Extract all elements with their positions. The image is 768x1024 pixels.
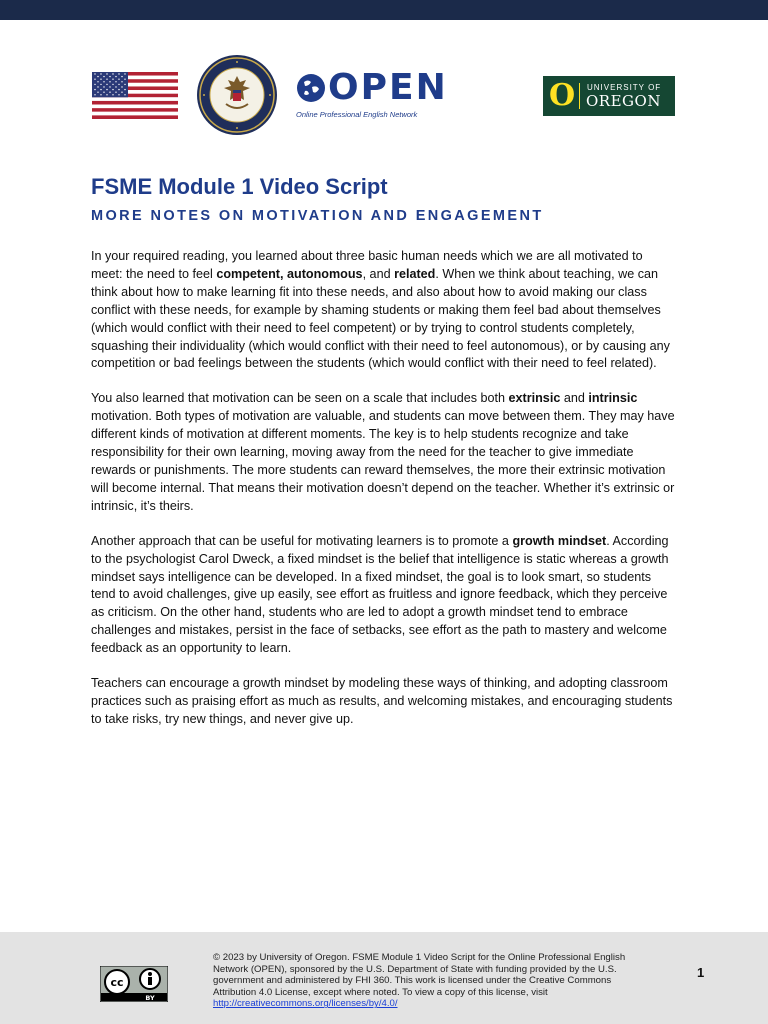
paragraph-2 (91, 390, 677, 515)
open-wordmark: OPEN (328, 67, 448, 108)
bold-term: intrinsic (588, 391, 638, 406)
bold-term: competent, autonomous (216, 266, 363, 281)
page-number: 1 (697, 965, 705, 980)
paragraph-3 (91, 533, 677, 658)
license-link[interactable]: http://creativecommons.org/licenses/by/4.0/ (213, 998, 398, 1010)
top-bar (0, 0, 768, 20)
open-tagline: Online Professional English Network (296, 110, 418, 119)
text-run: , and (362, 266, 395, 281)
license-text: © 2023 by University of Oregon. FSME Module 1 Video Script for the Online Professional English Network (OPEN), sponsored by the U.S. Department of State with funding provided by the U.S. government and administered by FHI 360. This work is licensed under the Creative Commons Attribution 4.0 License, except where noted. To view a copy of this license, visit (213, 952, 626, 998)
paragraph-4: Teachers can encourage a growth mindset by modeling these ways of thinking, and adopting classroom practices such as praising effort as much as results, and welcoming mistakes, and encouraging students to take risks, try new things, and never give up. (91, 676, 673, 726)
document-title: FSME Module 1 Video Script (91, 174, 388, 199)
bold-term: extrinsic (508, 391, 561, 406)
text-run: and (560, 391, 589, 406)
footer (0, 932, 768, 1024)
us-flag-icon (92, 72, 178, 119)
text-run: Another approach that can be useful for motivating learners is to promote a (91, 533, 513, 548)
text-run: . According to the psychologist Carol Dweck, a fixed mindset is the belief that intelligence is static whereas a growth mindset says intelligence can be developed. In a fixed mindset, the goal is to look smart, so students tend to avoid challenges, give up easily, see effort as fruitless and ignore feedback, which they perceive as criticism. On the other hand, students who are led to adopt a growth mindset tend to embrace challenges and mistakes, persist in the face of setbacks, see effort as the path to mastery and welcome feedback as an opportunity to learn. (91, 533, 669, 656)
uo-line2: OREGON (586, 92, 661, 110)
uo-divider (579, 83, 580, 109)
document-subtitle: MORE NOTES ON MOTIVATION AND ENGAGEMENT (91, 208, 544, 224)
state-department-seal-icon (196, 54, 278, 136)
text-run: . When we think about teaching, we can think about how to make learning fit into these needs, and also about how to avoid making our class conflict with these needs, for example by shaming students or making them feel bad about themselves (which would conflict with their need to feel competent) or by trying to control students completely, squashing their individuality (which would conflict with their need to feel autonomous), or by causing any competition or bad feelings between the students (which would conflict with their need to feel related). (91, 266, 670, 371)
bold-term: related (394, 266, 436, 281)
svg-text:cc: cc (110, 976, 124, 989)
text-run: In your required reading, you learned about three basic human needs which we are all motivated to meet: the need to feel (91, 249, 643, 281)
uo-line1: UNIVERSITY OF (587, 83, 662, 92)
logo-row (0, 54, 768, 144)
creative-commons-by-icon (100, 966, 168, 1002)
bold-term: growth mindset (512, 533, 607, 548)
text-run: motivation. Both types of motivation are valuable, and students can move between them. They may have different kinds of motivation at different moments. The key is to help students recognize and take responsibility for their own learning, moving away from the need for the teacher to give immediate rewards or punishments. The more students can reward themselves, the more their extrinsic motivation will become internal. That means their motivation doesn’t depend on the teacher. Whether it’s extrinsic or intrinsic, it’s theirs. (91, 409, 675, 513)
globe-icon (296, 73, 326, 103)
uo-o-icon: O (549, 78, 576, 113)
cc-by-label: BY (145, 994, 155, 1002)
text-run: You also learned that motivation can be seen on a scale that includes both (91, 391, 509, 406)
paragraph-1 (91, 248, 677, 373)
open-logo (296, 67, 448, 128)
university-of-oregon-logo (543, 76, 675, 116)
license-notice (213, 952, 653, 1010)
document-body (91, 248, 677, 746)
